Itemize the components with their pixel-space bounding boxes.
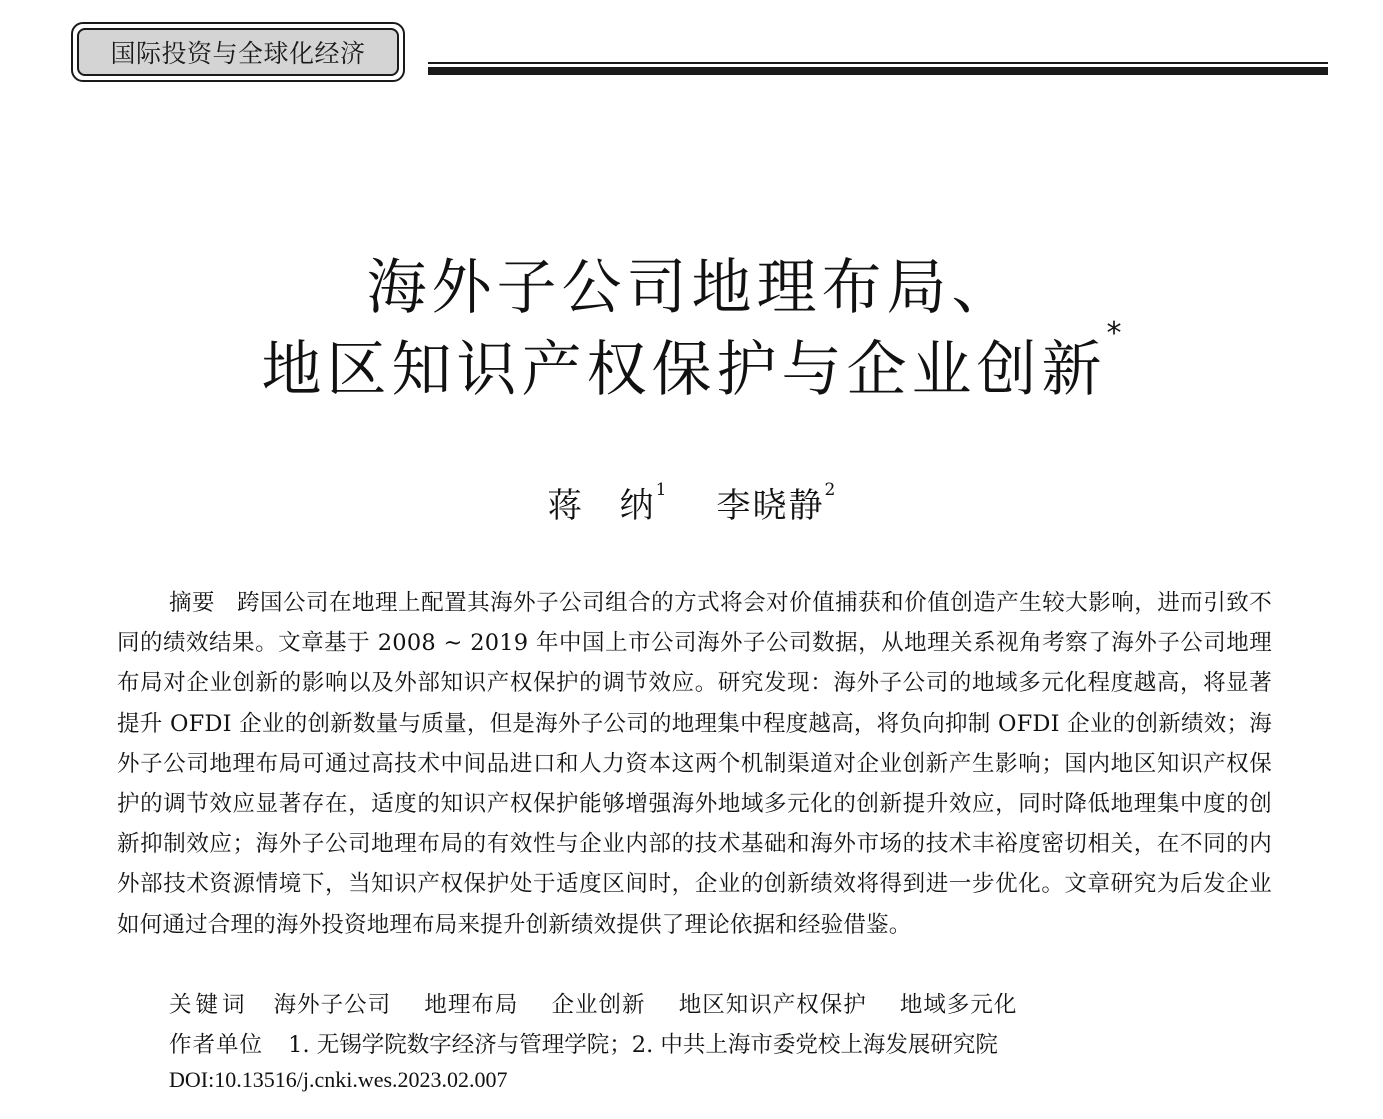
- keyword-1: 海外子公司: [273, 992, 392, 1018]
- affiliations-label: 作者单位: [169, 1032, 264, 1058]
- keyword-5: 地域多元化: [899, 992, 1018, 1018]
- title-line-1: 海外子公司地理布局、: [366, 253, 1017, 323]
- title-line-2: [0, 316, 1383, 408]
- section-tag: 国际投资与全球化经济: [77, 28, 399, 76]
- author-list: [0, 478, 1383, 527]
- title-footnote-mark: *: [1106, 316, 1122, 351]
- header-rule-thick: [428, 67, 1328, 75]
- doi: DOI:10.13516/j.cnki.wes.2023.02.007: [169, 1067, 508, 1092]
- author-name-1: 蒋 纳: [547, 486, 656, 526]
- abstract-text: 跨国公司在地理上配置其海外子公司组合的方式将会对价值捕获和价值创造产生较大影响，进而引致不同的绩效结果。文章基于 2008 ~ 2019 年中国上市公司海外子公司数据，从地理关系视角考察了海外子公司地理布局对企业创新的影响以及外部知识产权保护的调节效应。研究发现：海外子公司的地域多元化程度越高，将显著提升 OFDI 企业的创新数量与质量，但是海外子公司的地理集中程度越高，将负向抑制 OFDI 企业的创新绩效；海外子公司地理布局可通过高技术中间品进口和人力资本这两个机制渠道对企业创新产生影响；国内地区知识产权保护的调节效应显著存在，适度的知识产权保护能够增强海外地域多元化的创新提升效应，同时降低地理集中度的创新抑制效应；海外子公司地理布局的有效性与企业内部的技术基础和海外市场的技术丰裕度密切相关，在不同的内外部技术资源情境下，当知识产权保护处于适度区间时，企业的创新绩效将得到进一步优化。文章研究为后发企业如何通过合理的海外投资地理布局来提升创新绩效提供了理论依据和经验借鉴。: [117, 590, 1272, 938]
- title-line-2-text: 地区知识产权保护与企业创新: [261, 335, 1107, 405]
- abstract-label: 摘要: [169, 590, 216, 616]
- keyword-2: 地理布局: [424, 992, 519, 1018]
- affiliations-row: [169, 1027, 998, 1059]
- abstract: [117, 583, 1272, 945]
- header-rule-thin: [428, 62, 1328, 64]
- keyword-4: 地区知识产权保护: [678, 992, 867, 1018]
- section-tag-frame: [71, 22, 405, 82]
- author-name-2: 李晓静: [716, 486, 825, 526]
- keywords-label: 关键词: [169, 992, 249, 1018]
- author-affiliation-mark-2: 2: [824, 480, 836, 500]
- author-affiliation-mark-1: 1: [655, 480, 667, 500]
- affiliations-text: 1. 无锡学院数字经济与管理学院；2. 中共上海市委党校上海发展研究院: [288, 1032, 998, 1058]
- keywords-row: [169, 987, 1043, 1019]
- keyword-3: 企业创新: [551, 992, 646, 1018]
